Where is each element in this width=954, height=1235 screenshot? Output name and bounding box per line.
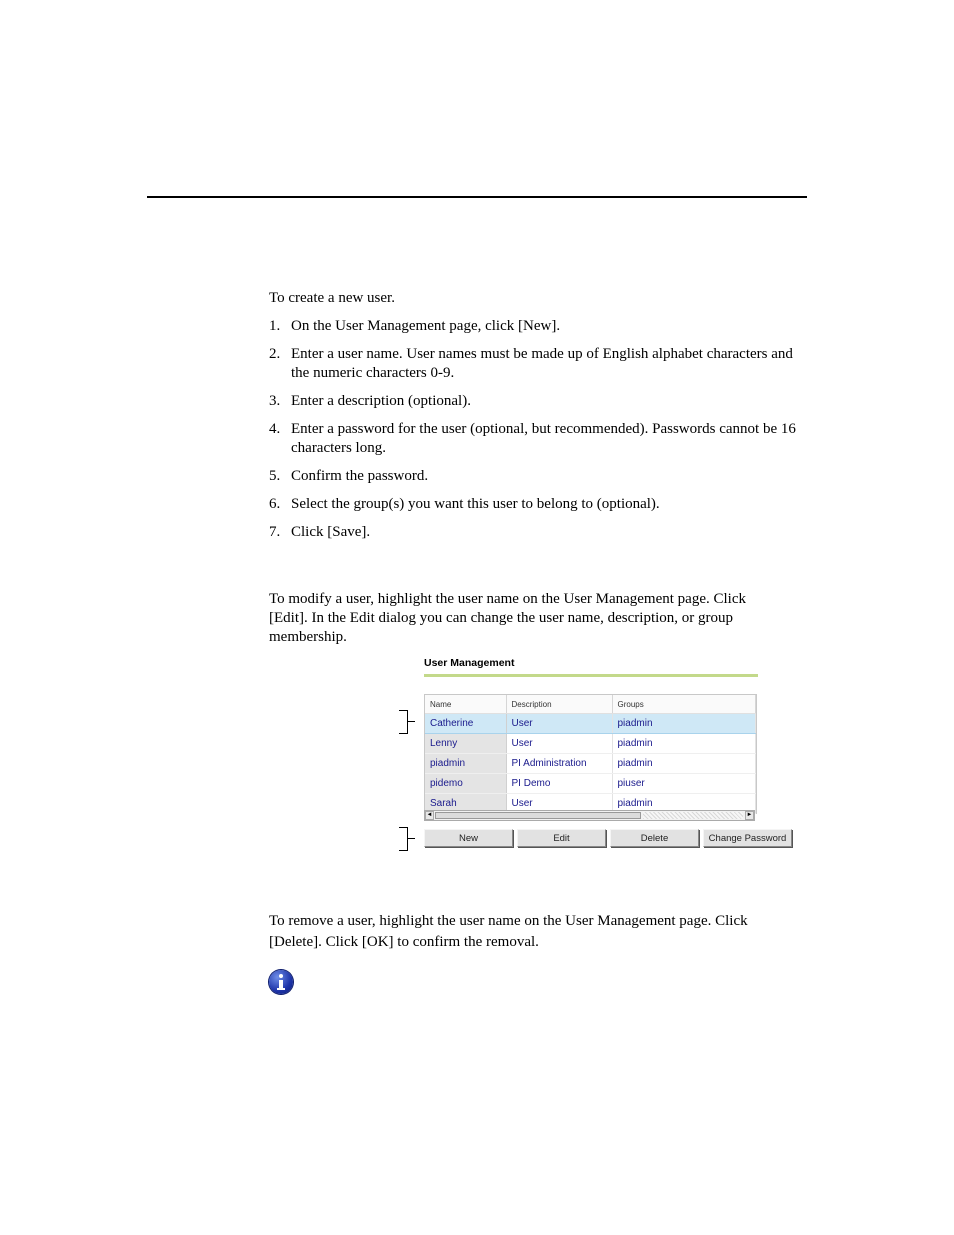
step-number: 3.	[269, 393, 281, 409]
scrollbar-thumb[interactable]	[435, 812, 641, 819]
cell-groups: piadmin	[612, 714, 756, 734]
table-row[interactable]	[425, 734, 756, 754]
cell-description: PI Administration	[506, 754, 612, 774]
step-text: Enter a description (optional).	[291, 393, 471, 409]
step-number: 4.	[269, 421, 281, 437]
cell-name: piadmin	[425, 754, 506, 774]
cell-groups: piadmin	[612, 734, 756, 754]
modify-user-text: To modify a user, highlight the user name on the User Management page. Click [Edit]. In the Edit dialog you can change the user name, description, or group membership.	[269, 591, 746, 645]
delete-button[interactable]: Delete	[610, 829, 699, 847]
column-header-groups[interactable]: Groups	[612, 695, 756, 714]
cell-groups: piadmin	[612, 754, 756, 774]
cell-description: User	[506, 734, 612, 754]
cell-name: Catherine	[425, 714, 506, 734]
callout-bracket-row	[399, 710, 408, 734]
step-number: 1.	[269, 318, 281, 334]
step-7	[269, 523, 809, 542]
step-text: Click [Save].	[291, 524, 371, 540]
scrollbar-track[interactable]	[643, 812, 743, 819]
scroll-left-icon[interactable]: ◄	[426, 812, 433, 818]
change-password-button[interactable]: Change Password	[703, 829, 792, 847]
cell-description: User	[506, 794, 612, 814]
cell-name: Sarah	[425, 794, 506, 814]
user-table	[424, 694, 757, 814]
step-number: 5.	[269, 468, 281, 484]
step-2	[269, 345, 809, 383]
column-header-name[interactable]: Name	[425, 695, 506, 714]
step-1	[269, 317, 809, 336]
header-rule	[147, 196, 807, 198]
edit-button[interactable]: Edit	[517, 829, 606, 847]
title-underline	[424, 674, 758, 677]
horizontal-scrollbar[interactable]	[424, 810, 755, 821]
step-text: Enter a password for the user (optional, but recommended). Passwords cannot be 16 characters long.	[291, 421, 796, 456]
step-4	[269, 420, 809, 458]
step-text: Select the group(s) you want this user to belong to (optional).	[291, 496, 660, 512]
table-row[interactable]	[425, 754, 756, 774]
table-row[interactable]	[425, 714, 756, 734]
panel-title: User Management	[424, 657, 515, 669]
step-text: On the User Management page, click [New].	[291, 318, 561, 334]
cell-groups: piuser	[612, 774, 756, 794]
step-5	[269, 467, 809, 486]
column-header-description[interactable]: Description	[506, 695, 612, 714]
step-number: 7.	[269, 524, 281, 540]
step-3	[269, 392, 809, 411]
step-text: Enter a user name. User names must be made up of English alphabet characters and the numeric characters 0-9.	[291, 346, 793, 381]
info-icon	[269, 970, 293, 994]
table-row[interactable]	[425, 774, 756, 794]
cell-name: Lenny	[425, 734, 506, 754]
step-text: Confirm the password.	[291, 468, 429, 484]
step-6	[269, 495, 809, 514]
cell-description: User	[506, 714, 612, 734]
remove-user-text: To remove a user, highlight the user name on the User Management page. Click [Delete]. Click [OK] to confirm the removal.	[269, 913, 748, 950]
cell-groups: piadmin	[612, 794, 756, 814]
user-management-screenshot	[424, 656, 794, 851]
intro-text: To create a new user.	[269, 290, 395, 306]
cell-description: PI Demo	[506, 774, 612, 794]
step-number: 6.	[269, 496, 281, 512]
step-number: 2.	[269, 346, 281, 362]
cell-name: pidemo	[425, 774, 506, 794]
scroll-right-icon[interactable]: ►	[746, 812, 753, 818]
new-button[interactable]: New	[424, 829, 513, 847]
callout-bracket-buttons	[399, 827, 408, 851]
